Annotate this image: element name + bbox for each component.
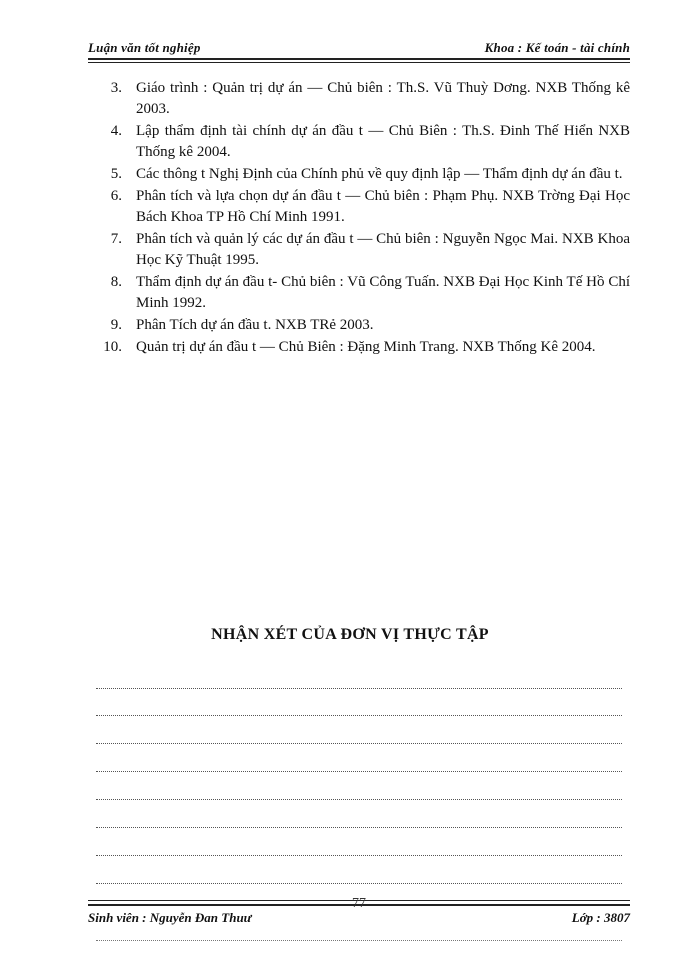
reference-text: Phân tích và quản lý các dự án đầu t — Chủ biên : Nguyễn Ngọc Mai. NXB Khoa Học Kỹ Thuật 1995. <box>136 231 630 268</box>
dotted-line <box>96 688 622 689</box>
reference-number: 7. <box>110 231 122 247</box>
footer-student-label: Sinh viên : Nguyễn Đan Thuư <box>88 910 252 925</box>
dotted-line <box>96 827 622 828</box>
dotted-line <box>96 743 622 744</box>
reference-number: 5. <box>110 166 122 182</box>
reference-item <box>110 315 630 336</box>
page-header <box>88 40 630 60</box>
reference-text: Lập thẩm định tài chính dự án đầu t — Chủ Biên : Th.S. Đinh Thế Hiển NXB Thống kê 2004. <box>136 123 630 160</box>
reference-item <box>103 337 630 358</box>
reference-text: Quản trị dự án đầu t — Chủ Biên : Đặng Minh Trang. NXB Thống Kê 2004. <box>136 339 596 355</box>
reference-number: 8. <box>110 274 122 290</box>
reference-item <box>110 121 630 163</box>
reference-list <box>103 78 630 359</box>
reference-text: Các thông t Nghị Định của Chính phủ về quy định lập — Thẩm định dự án đầu t. <box>136 166 623 182</box>
reference-item <box>110 186 630 228</box>
reference-text: Giáo trình : Quản trị dự án — Chủ biên : Th.S. Vũ Thuỳ Dơng. NXB Thống kê 2003. <box>136 80 630 117</box>
dotted-line <box>96 855 622 856</box>
reference-number: 10. <box>103 339 122 355</box>
footer-dotted-line <box>96 940 622 941</box>
reference-number: 4. <box>110 123 122 139</box>
page-number: 77 <box>352 896 366 911</box>
header-faculty-label: Khoa : Kế toán - tài chính <box>484 40 630 55</box>
reference-number: 3. <box>110 80 122 96</box>
reference-text: Phân Tích dự án đầu t. NXB TRẻ 2003. <box>136 317 374 333</box>
reference-item <box>110 272 630 314</box>
reference-item <box>110 164 630 185</box>
reference-number: 6. <box>110 188 122 204</box>
dotted-line <box>96 771 622 772</box>
dotted-line <box>96 883 622 884</box>
footer-class-label: Lớp : 3807 <box>571 910 630 925</box>
reference-text: Phân tích và lựa chọn dự án đầu t — Chủ biên : Phạm Phụ. NXB Trờng Đại Học Bách Khoa TP Hồ Chí Minh 1991. <box>136 188 630 225</box>
reference-number: 9. <box>110 317 122 333</box>
header-thesis-label: Luận văn tốt nghiệp <box>88 40 201 55</box>
reference-text: Thẩm định dự án đầu t- Chủ biên : Vũ Công Tuấn. NXB Đại Học Kinh Tế Hồ Chí Minh 1992. <box>136 274 630 311</box>
section-title: NHẬN XÉT CỦA ĐƠN VỊ THỰC TẬP <box>211 626 489 643</box>
dotted-line <box>96 799 622 800</box>
dotted-line <box>96 715 622 716</box>
page-footer <box>88 896 630 928</box>
reference-item <box>110 78 630 120</box>
reference-item <box>110 229 630 271</box>
